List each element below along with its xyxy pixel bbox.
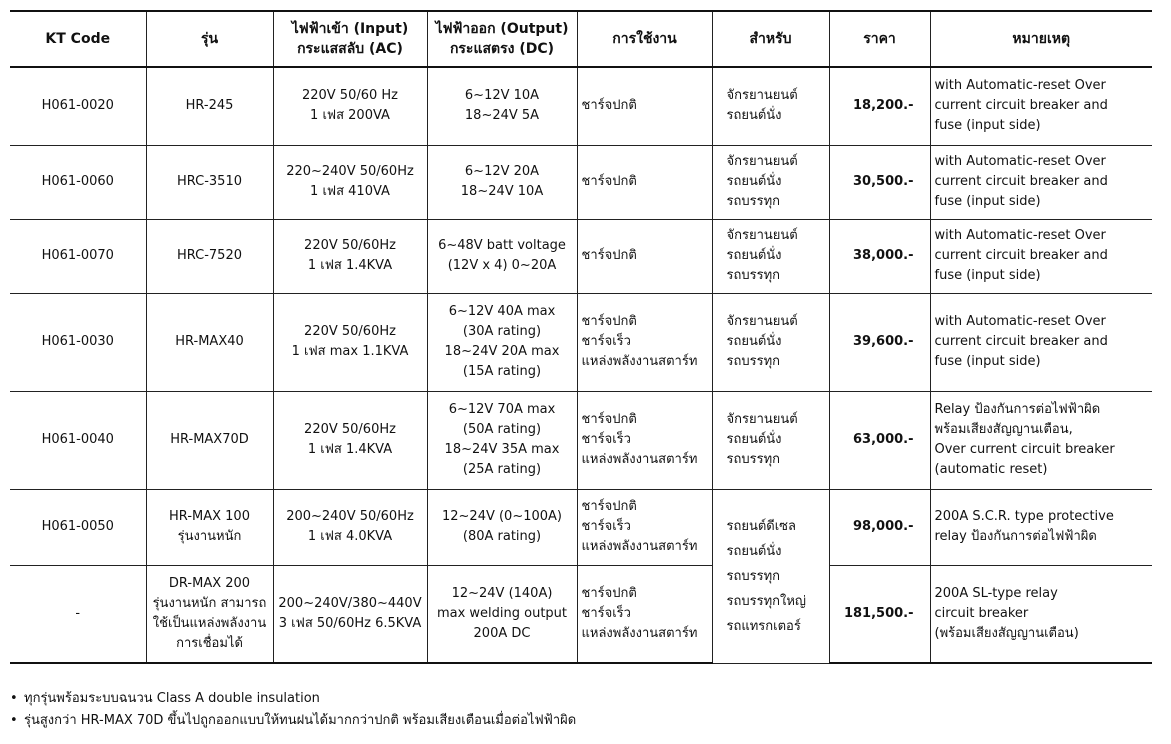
header-row [10, 11, 1152, 67]
model-cell-line: HR-MAX70D [170, 432, 249, 447]
kt-code-cell [10, 67, 146, 145]
for-cell-merged-line: รถบรรทุกใหญ่ [726, 593, 807, 609]
column-header [146, 11, 273, 67]
input-cell-line: 1 เฟส 200VA [310, 108, 390, 124]
output-cell-line: 18~24V 5A [464, 108, 540, 124]
input-cell [273, 219, 427, 293]
header-label: หมายเหตุ [1012, 31, 1071, 47]
output-cell-line: 200A DC [473, 625, 531, 641]
kt-code-cell-text: H061-0060 [41, 174, 114, 189]
for-cell-merged-line: รถบรรทุก [726, 568, 781, 584]
header-label: สำหรับ [749, 31, 792, 47]
usage-cell-line: ชาร์จเร็ว [581, 432, 631, 447]
usage-cell-line: ชาร์จเร็ว [581, 334, 631, 349]
input-cell-line: 3 เฟส 50/60Hz 6.5KVA [278, 615, 422, 631]
note-cell [930, 219, 1152, 293]
footnotes [10, 688, 576, 732]
input-cell-line: 220V 50/60Hz [304, 422, 396, 437]
table-row [10, 489, 1152, 565]
kt-code-cell-text: H061-0050 [41, 519, 114, 534]
output-cell [427, 219, 577, 293]
input-cell-line: 1 เฟส 1.4KVA [307, 258, 393, 273]
price-cell-text: 39,600.- [853, 334, 914, 349]
for-cell [712, 145, 829, 219]
table-row [10, 145, 1152, 219]
note-cell-line: current circuit breaker and [934, 98, 1108, 114]
output-cell-line: 18~24V 20A max [444, 344, 560, 359]
output-cell-line: 6~12V 70A max [448, 402, 556, 417]
note-cell-line: fuse (input side) [934, 194, 1041, 209]
for-cell-line: รถยนต์นั่ง [726, 108, 782, 124]
input-cell-line: 220V 50/60Hz [304, 324, 396, 339]
note-cell-line: relay ป้องกันการต่อไฟฟ้าผิด [934, 529, 1097, 544]
header-label: รุ่น [200, 31, 219, 47]
for-cell-line: จักรยานยนต์ [726, 228, 798, 243]
output-cell-line: 6~12V 40A max [448, 304, 556, 319]
usage-cell-line: แหล่งพลังงานสตาร์ท [581, 452, 698, 467]
note-cell [930, 293, 1152, 391]
kt-code-cell-text: H061-0030 [41, 334, 114, 349]
product-table [10, 10, 1152, 664]
model-cell [146, 293, 273, 391]
note-cell-line: fuse (input side) [934, 118, 1041, 134]
model-cell-line: การเชื่อมได้ [176, 635, 243, 651]
model-cell-line: HRC-3510 [176, 174, 242, 189]
usage-cell-line: ชาร์จปกติ [581, 174, 637, 189]
kt-code-cell [10, 565, 146, 663]
input-cell [273, 489, 427, 565]
output-cell-line: max welding output [436, 605, 568, 621]
usage-cell [577, 391, 712, 489]
for-cell-line: รถบรรทุก [726, 452, 781, 467]
kt-code-cell-text: H061-0070 [41, 248, 114, 263]
kt-code-cell-text: H061-0040 [41, 432, 114, 447]
output-cell [427, 145, 577, 219]
model-cell [146, 145, 273, 219]
usage-cell-line: ชาร์จปกติ [581, 499, 637, 514]
output-cell-line: 6~48V batt voltage [438, 238, 566, 253]
for-cell-line: จักรยานยนต์ [726, 88, 798, 104]
price-cell [829, 391, 930, 489]
model-cell [146, 391, 273, 489]
input-cell [273, 67, 427, 145]
table-row [10, 565, 1152, 663]
for-cell-line: รถบรรทุก [726, 354, 781, 369]
output-cell-line: (30A rating) [462, 324, 542, 339]
kt-code-cell-text: H061-0020 [41, 98, 114, 114]
input-cell-line: 200~240V 50/60Hz [286, 509, 414, 524]
output-cell [427, 293, 577, 391]
note-cell-line: with Automatic-reset Over [934, 154, 1106, 169]
input-cell [273, 145, 427, 219]
model-cell-line: รุ่นงานหนัก สามารถ [152, 595, 267, 611]
usage-cell [577, 293, 712, 391]
usage-cell [577, 219, 712, 293]
for-cell [712, 67, 829, 145]
model-cell-line: รุ่นงานหนัก [177, 529, 242, 544]
price-cell [829, 219, 930, 293]
output-cell-line: (50A rating) [462, 422, 542, 437]
note-cell [930, 67, 1152, 145]
output-cell-line: (25A rating) [462, 462, 542, 477]
for-cell [712, 219, 829, 293]
note-cell-line: current circuit breaker and [934, 248, 1108, 263]
output-cell [427, 565, 577, 663]
price-cell [829, 293, 930, 391]
usage-cell-line: ชาร์จเร็ว [581, 605, 631, 621]
table-row [10, 67, 1152, 145]
output-cell-line: 6~12V 10A [464, 88, 540, 104]
footnote-2 [10, 710, 576, 732]
bullet-icon: • [10, 713, 18, 728]
input-cell-line: 1 เฟส max 1.1KVA [291, 344, 409, 359]
for-cell-line: จักรยานยนต์ [726, 412, 798, 427]
header-label: ไฟฟ้าเข้า (Input) [291, 21, 409, 37]
kt-code-cell [10, 391, 146, 489]
price-cell [829, 489, 930, 565]
output-cell-line: (15A rating) [462, 364, 542, 379]
note-cell-line: 200A SL-type relay [934, 585, 1058, 601]
kt-code-cell [10, 293, 146, 391]
note-cell-line: พร้อมเสียงสัญญานเตือน, [934, 422, 1073, 437]
header-label: การใช้งาน [612, 31, 677, 47]
for-cell-line: รถยนต์นั่ง [726, 174, 782, 189]
price-cell [829, 67, 930, 145]
header-label: ราคา [863, 31, 896, 47]
usage-cell-line: ชาร์จปกติ [581, 412, 637, 427]
input-cell-line: 220~240V 50/60Hz [286, 164, 414, 179]
model-cell-line: DR-MAX 200 [168, 575, 251, 591]
column-header [427, 11, 577, 67]
note-cell [930, 391, 1152, 489]
column-header [577, 11, 712, 67]
price-cell-text: 63,000.- [853, 432, 914, 447]
note-cell-line: (พร้อมเสียงสัญญานเตือน) [934, 625, 1079, 641]
model-cell [146, 219, 273, 293]
note-cell-line: circuit breaker [934, 605, 1029, 621]
kt-code-cell [10, 145, 146, 219]
price-cell-text: 181,500.- [843, 605, 914, 621]
usage-cell-line: ชาร์จเร็ว [581, 519, 631, 534]
input-cell-line: 1 เฟส 410VA [310, 184, 390, 199]
output-cell-line: 6~12V 20A [464, 164, 540, 179]
for-cell-merged [712, 489, 829, 663]
note-cell-line: current circuit breaker and [934, 174, 1108, 189]
for-cell-line: รถยนต์นั่ง [726, 248, 782, 263]
note-cell-line: (automatic reset) [934, 462, 1048, 477]
usage-cell [577, 67, 712, 145]
usage-cell [577, 145, 712, 219]
for-cell-line: จักรยานยนต์ [726, 314, 798, 329]
price-cell [829, 145, 930, 219]
output-cell-line: (80A rating) [462, 529, 542, 544]
header-label: KT Code [45, 31, 111, 47]
price-cell-text: 30,500.- [853, 174, 914, 189]
model-cell-line: HR-MAX40 [175, 334, 244, 349]
note-cell-line: with Automatic-reset Over [934, 78, 1106, 94]
header-sublabel: กระแสตรง (DC) [449, 41, 555, 57]
model-cell [146, 565, 273, 663]
header-label: ไฟฟ้าออก (Output) [435, 21, 569, 37]
note-cell-line: Over current circuit breaker [934, 442, 1115, 457]
table-row [10, 219, 1152, 293]
output-cell-line: (12V x 4) 0~20A [447, 258, 557, 273]
price-cell-text: 18,200.- [853, 98, 914, 114]
note-cell [930, 565, 1152, 663]
usage-cell-line: ชาร์จปกติ [581, 98, 637, 114]
for-cell [712, 293, 829, 391]
output-cell [427, 489, 577, 565]
note-cell [930, 489, 1152, 565]
header-sublabel: กระแสสลับ (AC) [297, 41, 403, 57]
model-cell [146, 489, 273, 565]
for-cell-merged-line: รถยนต์ดีเซล [726, 518, 796, 534]
input-cell-line: 1 เฟส 4.0KVA [307, 529, 393, 544]
price-cell [829, 565, 930, 663]
price-cell-text: 98,000.- [853, 519, 914, 534]
usage-cell [577, 489, 712, 565]
usage-cell-line: แหล่งพลังงานสตาร์ท [581, 354, 698, 369]
usage-cell-line: ชาร์จปกติ [581, 314, 637, 329]
column-header [930, 11, 1152, 67]
input-cell-line: 220V 50/60Hz [304, 238, 396, 253]
model-cell-line: HRC-7520 [176, 248, 242, 263]
output-cell-line: 12~24V (140A) [451, 585, 553, 601]
note-cell-line: fuse (input side) [934, 268, 1041, 283]
input-cell [273, 565, 427, 663]
for-cell-line: รถบรรทุก [726, 194, 781, 209]
column-header [273, 11, 427, 67]
note-cell [930, 145, 1152, 219]
input-cell-line: 200~240V/380~440V [278, 595, 422, 611]
output-cell [427, 391, 577, 489]
usage-cell-line: แหล่งพลังงานสตาร์ท [581, 625, 698, 641]
note-cell-line: Relay ป้องกันการต่อไฟฟ้าผิด [934, 402, 1101, 417]
for-cell-line: รถยนต์นั่ง [726, 334, 782, 349]
usage-cell-line: ชาร์จปกติ [581, 248, 637, 263]
for-cell-line: รถบรรทุก [726, 268, 781, 283]
output-cell-line: 18~24V 35A max [444, 442, 560, 457]
note-cell-line: fuse (input side) [934, 354, 1041, 369]
note-cell-line: with Automatic-reset Over [934, 228, 1106, 243]
for-cell [712, 391, 829, 489]
usage-cell [577, 565, 712, 663]
column-header [829, 11, 930, 67]
table-body [10, 67, 1152, 663]
footnote-text: ทุกรุ่นพร้อมระบบฉนวน Class A double insulation [24, 691, 320, 706]
output-cell-line: 12~24V (0~100A) [441, 509, 562, 524]
input-cell-line: 1 เฟส 1.4KVA [307, 442, 393, 457]
usage-cell-line: แหล่งพลังงานสตาร์ท [581, 539, 698, 554]
model-cell [146, 67, 273, 145]
input-cell-line: 220V 50/60 Hz [301, 88, 399, 104]
input-cell [273, 293, 427, 391]
kt-code-cell [10, 489, 146, 565]
for-cell-line: จักรยานยนต์ [726, 154, 798, 169]
table-row [10, 391, 1152, 489]
column-header [10, 11, 146, 67]
table-row [10, 293, 1152, 391]
column-header [712, 11, 829, 67]
kt-code-cell [10, 219, 146, 293]
footnote-1 [10, 688, 576, 710]
usage-cell-line: ชาร์จปกติ [581, 585, 637, 601]
bullet-icon: • [10, 691, 18, 706]
input-cell [273, 391, 427, 489]
output-cell [427, 67, 577, 145]
output-cell-line: 18~24V 10A [460, 184, 544, 199]
note-cell-line: current circuit breaker and [934, 334, 1108, 349]
footnote-text: รุ่นสูงกว่า HR-MAX 70D ขึ้นไปถูกออกแบบให้ทนฝนได้มากกว่าปกติ พร้อมเสียงเตือนเมื่อต่อไฟฟ้าผิด [24, 713, 577, 728]
price-cell-text: 38,000.- [853, 248, 914, 263]
for-cell-line: รถยนต์นั่ง [726, 432, 782, 447]
note-cell-line: with Automatic-reset Over [934, 314, 1106, 329]
model-cell-line: HR-245 [185, 98, 234, 114]
for-cell-merged-line: รถแทรกเตอร์ [726, 618, 801, 634]
model-cell-line: ใช้เป็นแหล่งพลังงาน [152, 615, 267, 631]
kt-code-cell-text: - [75, 605, 81, 621]
for-cell-merged-line: รถยนต์นั่ง [726, 543, 782, 559]
note-cell-line: 200A S.C.R. type protective [934, 509, 1114, 524]
model-cell-line: HR-MAX 100 [169, 509, 250, 524]
